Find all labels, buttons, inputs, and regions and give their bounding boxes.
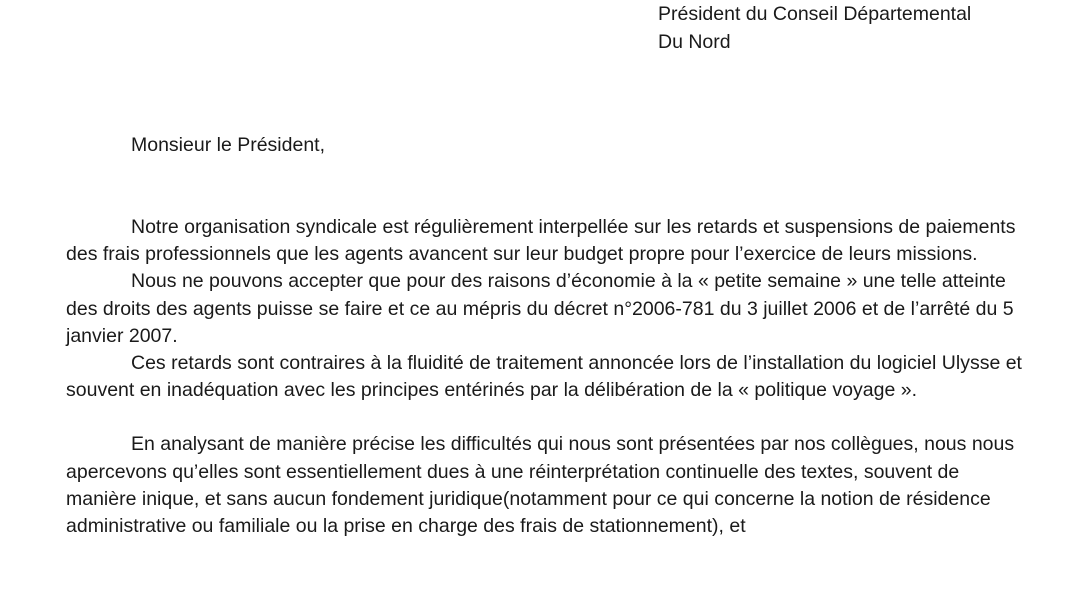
recipient-line-1: Président du Conseil Départemental [658,3,972,25]
paragraph-3: Ces retards sont contraires à la fluidité de traitement annoncée lors de l’installation du logiciel Ulysse et souvent en inadéquation avec les principes entérinés par la délibération de la « politique voyage ». [66,352,1022,402]
salutation: Monsieur le Président, [131,134,326,156]
paragraph-4: En analysant de manière précise les difficultés qui nous sont présentées par nos collègues, nous nous apercevons qu’elles sont essentiellement dues à une réinterprétation continuelle des textes, souvent de manière inique, et sans aucun fondement juridique(notamment pour ce qui concerne la notion de résidence administrative ou familiale ou la prise en charge des frais de stationnement), et [66,433,1015,538]
paragraph-1: Notre organisation syndicale est régulièrement interpellée sur les retards et suspensions de paiements des frais professionnels que les agents avancent sur leur budget propre pour l’exercice de leurs missions. [66,216,1016,266]
letter-body [66,214,1026,540]
paragraph-spacer [66,404,1026,431]
recipient-line-2: Du Nord [658,31,731,53]
paragraph-2: Nous ne pouvons accepter que pour des raisons d’économie à la « petite semaine » une telle atteinte des droits des agents puisse se faire et ce au mépris du décret n°2006-781 du 3 juillet 2006 et de l’arrêté du 5 janvier 2007. [66,270,1014,347]
recipient-block [658,0,971,56]
